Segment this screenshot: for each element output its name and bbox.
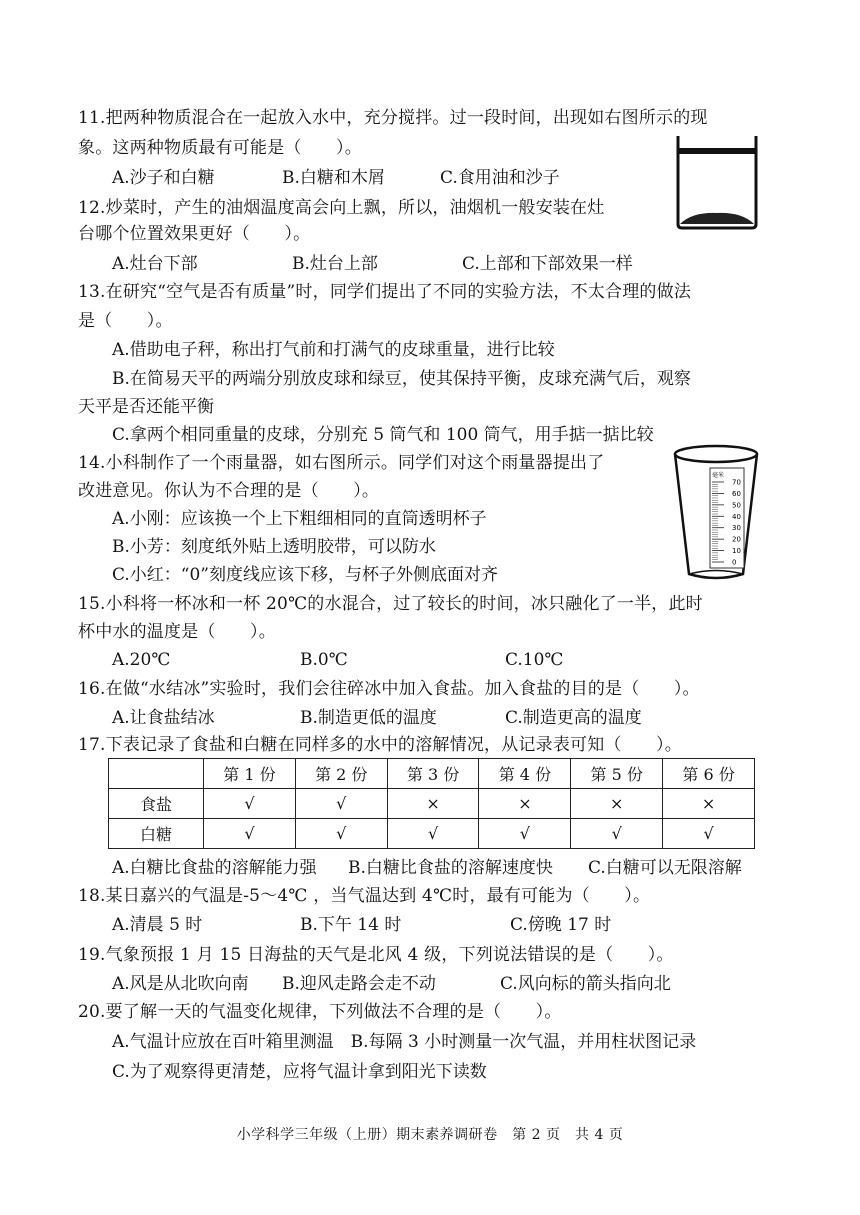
q19-stem: 19.气象预报 1 月 15 日海盐的天气是北风 4 级，下列说法错误的是（ ）。 xyxy=(78,945,674,965)
cup-tick-label: 50 xyxy=(732,501,741,510)
table-cell: × xyxy=(387,789,479,819)
q18-option-a: A.清晨 5 时 xyxy=(112,915,203,935)
q13-stem-line2: 是（ ）。 xyxy=(78,311,173,331)
table-row xyxy=(109,819,755,849)
cup-tick-label: 30 xyxy=(732,524,741,533)
q11-stem-line1: 11.把两种物质混合在一起放入水中，充分搅拌。过一段时间，出现如右图所示的现 xyxy=(78,108,708,128)
q17-option-a: A.白糖比食盐的溶解能力强 xyxy=(112,858,317,878)
page-footer: 小学科学三年级（上册）期末素养调研卷 第 2 页 共 4 页 xyxy=(236,1127,624,1143)
cup-tick-label: 0 xyxy=(732,558,737,567)
q18-option-b: B.下午 14 时 xyxy=(300,915,402,935)
table-cell: √ xyxy=(663,819,755,849)
q13-option-c: C.拿两个相同重量的皮球，分别充 5 筒气和 100 筒气，用手掂一掂比较 xyxy=(112,425,654,445)
beaker-illustration xyxy=(672,132,762,232)
q17-option-b: B.白糖比食盐的溶解速度快 xyxy=(348,858,553,878)
q17-stem: 17.下表记录了食盐和白糖在同样多的水中的溶解情况，从记录表可知（ ）。 xyxy=(78,735,682,755)
q11-option-c: C.食用油和沙子 xyxy=(440,168,560,188)
table-header-cell: 第 4 份 xyxy=(479,759,571,789)
table-cell: √ xyxy=(387,819,479,849)
rain-gauge-cup-illustration xyxy=(670,444,762,584)
table-cell: × xyxy=(663,789,755,819)
q12-option-b: B.灶台上部 xyxy=(292,254,378,274)
q20-option-c: C.为了观察得更清楚，应将气温计拿到阳光下读数 xyxy=(112,1062,487,1082)
q20-option-ab: A.气温计应放在百叶箱里测温 B.每隔 3 小时测量一次气温，并用柱状图记录 xyxy=(112,1032,697,1052)
table-cell: √ xyxy=(204,819,296,849)
cup-tick-label: 40 xyxy=(732,512,741,521)
q18-stem: 18.某日嘉兴的气温是-5～4℃ ，当气温达到 4℃时，最有可能为（ ）。 xyxy=(78,886,651,906)
q16-option-a: A.让食盐结冰 xyxy=(112,708,215,728)
table-header-cell: 第 5 份 xyxy=(571,759,663,789)
q11-option-a: A.沙子和白糖 xyxy=(112,168,215,188)
table-cell: 白糖 xyxy=(109,819,204,849)
table-header-cell: 第 1 份 xyxy=(204,759,296,789)
cup-tick-label: 60 xyxy=(732,489,741,498)
table-cell: √ xyxy=(479,819,571,849)
q19-option-c: C.风向标的箭头指向北 xyxy=(500,974,671,994)
q14-option-c: C.小红：“0”刻度线应该下移，与杯子外侧底面对齐 xyxy=(112,565,499,585)
table-header-cell: 第 6 份 xyxy=(663,759,755,789)
q14-stem-line1: 14.小科制作了一个雨量器，如右图所示。同学们对这个雨量器提出了 xyxy=(78,453,605,473)
table-header-cell: 第 2 份 xyxy=(295,759,387,789)
q14-stem-line2: 改进意见。你认为不合理的是（ ）。 xyxy=(78,481,380,501)
q11-option-b: B.白糖和木屑 xyxy=(282,168,385,188)
q20-stem: 20.要了解一天的气温变化规律，下列做法不合理的是（ ）。 xyxy=(78,1002,562,1022)
q16-option-b: B.制造更低的温度 xyxy=(300,708,437,728)
q16-option-c: C.制造更高的温度 xyxy=(505,708,642,728)
q19-option-a: A.风是从北吹向南 xyxy=(112,974,249,994)
q18-option-c: C.傍晚 17 时 xyxy=(510,915,612,935)
q17-option-c: C.白糖可以无限溶解 xyxy=(588,858,742,878)
cup-tick-label: 10 xyxy=(732,547,741,556)
table-header-cell: 第 3 份 xyxy=(387,759,479,789)
table-cell: √ xyxy=(295,819,387,849)
q15-option-b: B.0℃ xyxy=(300,650,348,670)
q13-option-a: A.借助电子秤，称出打气前和打满气的皮球重量，进行比较 xyxy=(112,340,555,360)
q13-stem-line1: 13.在研究“空气是否有质量”时，同学们提出了不同的实验方法，不太合理的做法 xyxy=(78,282,692,302)
q12-option-c: C.上部和下部效果一样 xyxy=(462,254,633,274)
table-cell: × xyxy=(571,789,663,819)
table-cell: √ xyxy=(295,789,387,819)
cup-tick-label: 70 xyxy=(732,478,741,487)
table-cell: √ xyxy=(571,819,663,849)
table-cell: × xyxy=(479,789,571,819)
q13-option-b-line1: B.在简易天平的两端分别放皮球和绿豆，使其保持平衡，皮球充满气后，观察 xyxy=(112,369,691,389)
cup-tick-label: 20 xyxy=(732,535,741,544)
q14-option-a: A.小刚：应该换一个上下粗细相同的直筒透明杯子 xyxy=(112,509,487,529)
q11-stem-line2: 象。这两种物质最有可能是（ ）。 xyxy=(78,138,362,158)
dissolving-record-table xyxy=(108,758,755,849)
table-cell: 食盐 xyxy=(109,789,204,819)
q15-stem-line2: 杯中水的温度是（ ）。 xyxy=(78,622,276,642)
q12-stem-line2: 台哪个位置效果更好（ ）。 xyxy=(78,224,311,244)
q14-option-b: B.小芳：刻度纸外贴上透明胶带，可以防水 xyxy=(112,537,436,557)
table-header-row xyxy=(109,759,755,789)
q19-option-b: B.迎风走路会走不动 xyxy=(282,974,436,994)
q13-option-b-line2: 天平是否还能平衡 xyxy=(78,397,214,417)
table-cell: √ xyxy=(204,789,296,819)
q15-option-a: A.20℃ xyxy=(112,650,171,670)
cup-unit-label: 毫米 xyxy=(712,472,725,479)
q12-stem-line1: 12.炒菜时，产生的油烟温度高会向上飘，所以，油烟机一般安装在灶 xyxy=(78,198,605,218)
q15-option-c: C.10℃ xyxy=(505,650,564,670)
table-header-cell xyxy=(109,759,204,789)
q12-option-a: A.灶台下部 xyxy=(112,254,198,274)
table-row xyxy=(109,789,755,819)
q16-stem: 16.在做“水结冰”实验时，我们会往碎冰中加入食盐。加入食盐的目的是（ ）。 xyxy=(78,679,700,699)
q15-stem-line1: 15.小科将一杯冰和一杯 20℃的水混合，过了较长的时间，冰只融化了一半，此时 xyxy=(78,594,703,614)
